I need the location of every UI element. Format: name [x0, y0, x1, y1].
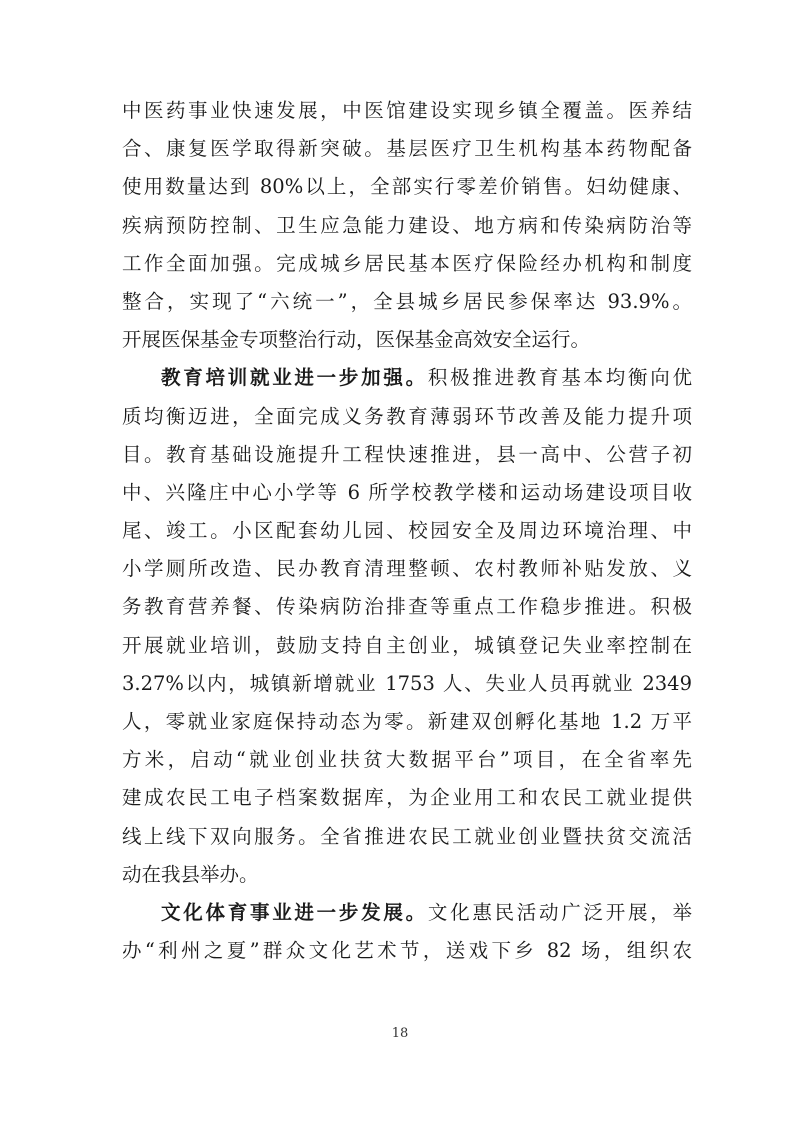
text-line: 3.27%以内，城镇新增就业 1753 人、失业人员再就业 2349: [122, 671, 692, 695]
text-line: 合、康复医学取得新突破。基层医疗卫生机构基本药物配备: [122, 137, 692, 161]
page-number: 18: [391, 1026, 409, 1041]
text-line: 办“利州之夏”群众文化艺术节，送戏下乡 82 场，组织农: [122, 939, 692, 963]
text-line: 使用数量达到 80%以上，全部实行零差价销售。妇幼健康、: [122, 175, 692, 199]
paragraph-heading: 教育培训就业进一步加强。: [161, 366, 428, 390]
paragraph-first-line: [122, 894, 692, 932]
text-line: 目。教育基础设施提升工程快速推进，县一高中、公营子初: [122, 442, 692, 466]
text-line: 中医药事业快速发展，中医馆建设实现乡镇全覆盖。医养结: [122, 99, 692, 122]
text-run: 文化惠民活动广泛开展，举: [427, 900, 692, 924]
text-line: 工作全面加强。完成城乡居民基本医疗保险经办机构和制度: [122, 251, 692, 275]
text-run: 积极推进教育基本均衡向优: [427, 366, 692, 390]
text-line: 动在我县举办。: [122, 862, 259, 886]
text-line: 建成农民工电子档案数据库，为企业用工和农民工就业提供: [122, 786, 692, 810]
text-line: 疾病预防控制、卫生应急能力建设、地方病和传染病防治等: [122, 213, 692, 237]
text-line: 人，零就业家庭保持动态为零。新建双创孵化基地 1.2 万平: [122, 710, 692, 733]
text-line: 开展就业培训，鼓励支持自主创业，城镇登记失业率控制在: [122, 633, 692, 657]
paragraph-heading: 文化体育事业进一步发展。: [161, 900, 428, 924]
text-line: 尾、竣工。小区配套幼儿园、校园安全及周边环境治理、中: [122, 519, 692, 543]
text-line: 小学厕所改造、民办教育清理整顿、农村教师补贴发放、义: [122, 557, 692, 581]
text-line: 整合，实现了“六统一”，全县城乡居民参保率达 93.9%。: [122, 289, 692, 313]
text-line: 开展医保基金专项整治行动，医保基金高效安全运行。: [122, 328, 591, 352]
text-line: 务教育营养餐、传染病防治排查等重点工作稳步推进。积极: [122, 595, 692, 619]
paragraph-first-line: [122, 359, 692, 397]
text-line: 方米，启动“就业创业扶贫大数据平台”项目，在全省率先: [122, 748, 692, 772]
text-line: 线上线下双向服务。全省推进农民工就业创业暨扶贫交流活: [122, 824, 692, 848]
body-text: [122, 92, 692, 970]
text-line: 中、兴隆庄中心小学等 6 所学校教学楼和运动场建设项目收: [122, 480, 692, 504]
text-line: 质均衡迈进，全面完成义务教育薄弱环节改善及能力提升项: [122, 404, 692, 428]
